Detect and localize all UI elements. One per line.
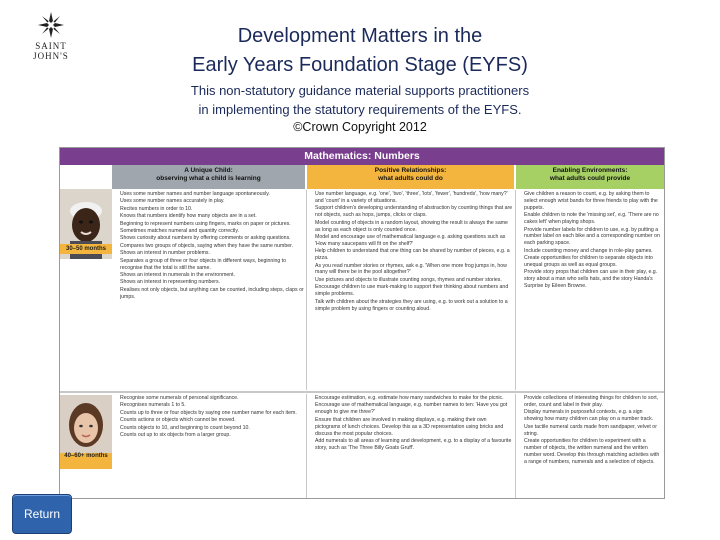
list-item: • Knows that numbers identify how many objects are in a set. [120,213,304,220]
subtitle-line-2: in implementing the statutory requirements of the EYFS. [198,102,522,117]
positive-relationships-cell [307,190,516,390]
list-item: • Model and encourage use of mathematical language e.g. asking questions such as 'How many saucepans will fit on the shelf?' [315,234,513,248]
list-item: • Shows an interest in numerals in the environment. [120,272,304,279]
enabling-environments-cell [516,394,664,498]
document-banner: Mathematics: Numbers [60,148,664,165]
unique-child-cell [112,394,307,498]
list-item: • Encourage estimation, e.g. estimate how many sandwiches to make for the picnic. [315,395,513,402]
list-item: • Enable children to note the 'missing set', e.g. 'There are no cakes left' when playing shops. [524,212,662,226]
list-item: • Beginning to represent numbers using fingers, marks on paper or pictures. [120,221,304,228]
page-title [140,22,580,80]
list-item: • Realises not only objects, but anything can be counted, including steps, claps or jumps. [120,287,304,301]
list-item: • Counts out up to six objects from a larger group. [120,432,304,439]
list-item: • Recites numbers in order to 10. [120,206,304,213]
list-item: • As you read number stories or rhymes, ask e.g. 'When one more frog jumps in, how many will there be in the pool altogether?' [315,263,513,277]
eyfs-document-table [59,147,665,499]
list-item: • Give children a reason to count, e.g. by asking them to select enough wrist bands for three friends to play with the puppets. [524,191,662,212]
list-item: • Support children's developing understanding of abstraction by counting things that are not objects, such as hops, jumps, clicks or claps. [315,205,513,219]
copyright-notice: ©Crown Copyright 2012 [293,120,427,134]
list-item: • Counts actions or objects which cannot be moved. [120,417,304,424]
age-band-label: 40–60+ months [60,453,112,469]
list-item: • Uses some number names accurately in play. [120,198,304,205]
list-item: • Encourage children to use mark-making to support their thinking about numbers and simple problems. [315,284,513,298]
list-item: • Counts objects to 10, and beginning to count beyond 10. [120,425,304,432]
list-item: • Ensure that children are involved in making displays, e.g. making their own pictograms of lunch choices. Develop this as a 3D representation using bricks and discuss the most popular choices. [315,417,513,438]
list-item: • Provide collections of interesting things for children to sort, order, count and label in their play. [524,395,662,409]
title-line-2: Early Years Foundation Stage (EYFS) [192,54,528,76]
enabling-environments-cell [516,190,664,390]
title-line-1: Development Matters in the [237,25,483,47]
row-divider [60,391,664,393]
list-item: • Use pictures and objects to illustrate counting songs, rhymes and number stories. [315,277,513,284]
return-button[interactable]: Return [12,494,72,534]
list-item: • Shows curiosity about numbers by offering comments or asking questions. [120,235,304,242]
list-item: • Add numerals to all areas of learning and development, e.g. to a display of a favourite story, such as 'The Three Billy Goats Gruff'. [315,438,513,452]
list-item: • Create opportunities for children to experiment with a number of objects, the written numeral and the written number word. Develop this through matching activities with a range of numbers, numerals and a selection of objects. [524,438,662,466]
list-item: • Help children to understand that one thing can be shared by number of pieces, e.g. a pizza. [315,248,513,262]
list-item: • Include counting money and change in role-play games. [524,248,662,255]
star-of-saint-johns-icon [36,10,66,40]
list-item: • Encourage use of mathematical language, e.g. number names to ten: 'Have you got enough to give me three?' [315,402,513,416]
list-item: • Provide number labels for children to use, e.g. by putting a number label on each bike and a corresponding number on each parking space. [524,227,662,248]
list-item: • Recognises numerals 1 to 5. [120,402,304,409]
column-header-enabling-environments [516,165,664,189]
column-title: Enabling Environments: [552,167,628,174]
list-item: • Use number language, e.g. 'one', 'two', 'three', 'lots', 'fewer', 'hundreds', 'how many?' and 'count' in a variety of situations. [315,191,513,205]
column-header-positive-relationships [307,165,514,189]
column-subtitle: what adults could do [378,175,443,182]
list-item: • Sometimes matches numeral and quantity correctly. [120,228,304,235]
positive-relationships-cell [307,394,516,498]
list-item: • Model counting of objects in a random layout, showing the result is always the same as long as each object is only counted once. [315,220,513,234]
age-band-label: 30–50 months [60,244,112,254]
column-title: Positive Relationships: [374,167,447,174]
list-item: • Separates a group of three or four objects in different ways, beginning to recognise that the total is still the same. [120,258,304,272]
list-item: • Counts up to three or four objects by saying one number name for each item. [120,410,304,417]
list-item: • Compares two groups of objects, saying when they have the same number. [120,243,304,250]
list-item: • Use tactile numeral cards made from sandpaper, velvet or string. [524,424,662,438]
list-item: • Create opportunities for children to separate objects into unequal groups as well as equal groups. [524,255,662,269]
logo-text: SAINT JOHN'S [33,41,69,61]
list-item: • Shows an interest in representing numbers. [120,279,304,286]
subtitle-line-1: This non-statutory guidance material supports practitioners [190,83,530,98]
saint-johns-logo [16,10,86,61]
column-title: A Unique Child: [184,167,233,174]
column-subtitle: observing what a child is learning [156,175,261,182]
column-header-unique-child [112,165,305,189]
list-item: • Provide story props that children can use in their play, e.g. story about a man who sells hats, and the story Handa's Surprise by Eileen Browne. [524,269,662,290]
list-item: • Recognise some numerals of personal significance. [120,395,304,402]
page-subtitle [120,81,600,119]
list-item: • Shows an interest in number problems. [120,250,304,257]
list-item: • Talk with children about the strategies they are using, e.g. to work out a solution to a simple problem by using fingers or counting aloud. [315,299,513,313]
unique-child-cell [112,190,307,390]
list-item: • Display numerals in purposeful contexts, e.g. a sign showing how many children can play on a number track. [524,409,662,423]
column-subtitle: what adults could provide [549,175,631,182]
list-item: • Uses some number names and number language spontaneously. [120,191,304,198]
